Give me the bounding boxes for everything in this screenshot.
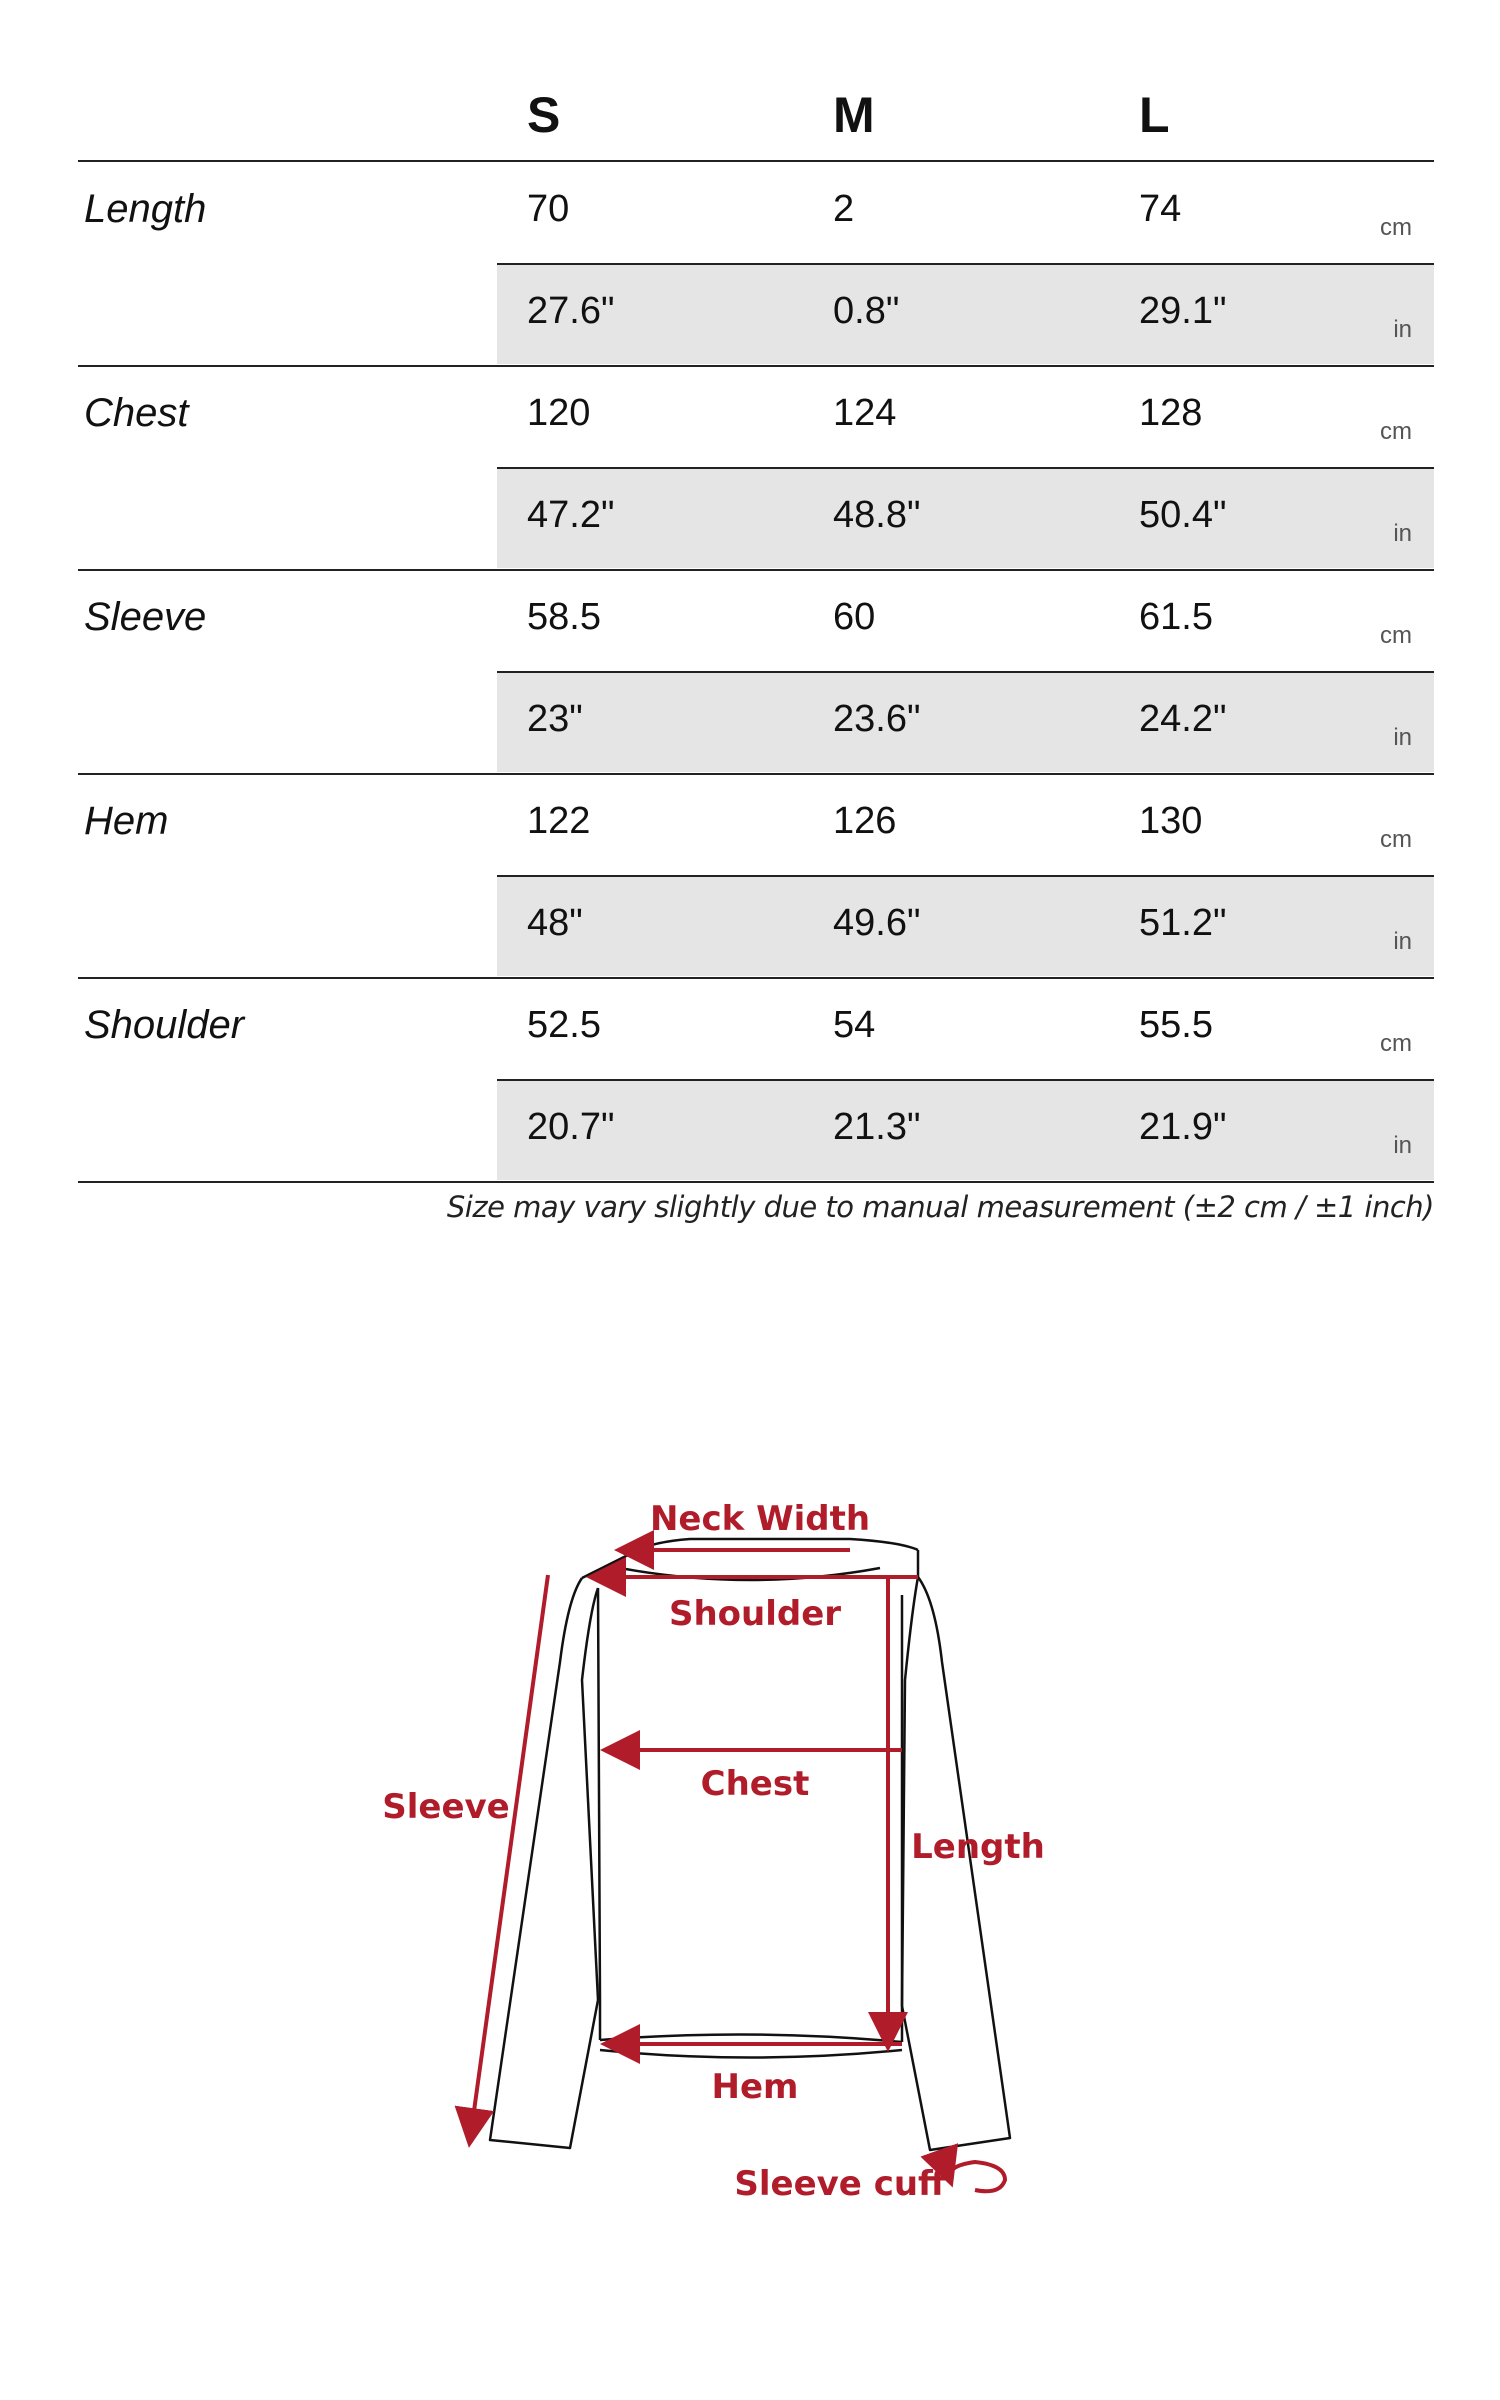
value-cell: 128 xyxy=(1139,392,1203,434)
value-cell: 21.3" xyxy=(833,1106,921,1148)
measurement-note: Size may vary slightly due to manual measurement (±2 cm / ±1 inch) xyxy=(446,1190,1434,1224)
row-divider xyxy=(497,263,1434,265)
value-cell: 20.7" xyxy=(527,1106,615,1148)
cm-row xyxy=(497,162,1434,262)
value-cell: 124 xyxy=(833,392,897,434)
size-header-row xyxy=(78,80,1434,150)
in-row xyxy=(497,1080,1434,1180)
left-sleeve-outer xyxy=(490,1578,598,2148)
value-cell: 49.6" xyxy=(833,902,921,944)
sleeve-cuff-arrow xyxy=(949,2162,1005,2191)
chest-label: Chest xyxy=(700,1764,810,1804)
row-divider xyxy=(497,467,1434,469)
value-cell: 2 xyxy=(833,188,855,230)
value-cell: 120 xyxy=(527,392,591,434)
value-cell: 24.2" xyxy=(1139,698,1227,740)
cm-row xyxy=(497,570,1434,670)
value-cell: 51.2" xyxy=(1139,902,1227,944)
value-cell: 47.2" xyxy=(527,494,615,536)
hem-outline xyxy=(600,2034,902,2042)
cm-row xyxy=(497,978,1434,1078)
hem-label: Hem xyxy=(711,2067,799,2107)
measure-label: Hem xyxy=(84,799,169,843)
value-cell: 130 xyxy=(1139,800,1203,842)
in-row xyxy=(497,672,1434,772)
value-cell: 126 xyxy=(833,800,897,842)
measure-label: Sleeve xyxy=(84,595,207,639)
measure-label: Shoulder xyxy=(84,1003,245,1047)
value-cell: 54 xyxy=(833,1004,876,1046)
unit-label: cm xyxy=(1380,622,1412,649)
value-cell: 29.1" xyxy=(1139,290,1227,332)
right-sleeve-inner xyxy=(902,1577,918,2006)
unit-label: cm xyxy=(1380,826,1412,853)
value-cell: 27.6" xyxy=(527,290,615,332)
value-cell: 58.5 xyxy=(527,596,601,638)
neck-width-label: Neck Width xyxy=(649,1499,871,1539)
in-row xyxy=(497,468,1434,568)
shoulder-label: Shoulder xyxy=(668,1594,842,1634)
value-cell: 23.6" xyxy=(833,698,921,740)
value-cell: 21.9" xyxy=(1139,1106,1227,1148)
value-cell: 55.5 xyxy=(1139,1004,1213,1046)
row-divider xyxy=(497,671,1434,673)
value-cell: 0.8" xyxy=(833,290,900,332)
in-row xyxy=(497,264,1434,364)
unit-label: cm xyxy=(1380,214,1412,241)
sleeve-label: Sleeve xyxy=(382,1787,510,1827)
cm-row xyxy=(497,366,1434,466)
size-header-s: S xyxy=(527,87,561,143)
value-cell: 74 xyxy=(1139,188,1182,230)
unit-label: in xyxy=(1393,724,1412,751)
value-cell: 48.8" xyxy=(833,494,921,536)
unit-label: in xyxy=(1393,928,1412,955)
sleeve-arrow xyxy=(470,1575,548,2140)
row-divider xyxy=(497,875,1434,877)
in-row xyxy=(497,876,1434,976)
value-cell: 52.5 xyxy=(527,1004,601,1046)
value-cell: 48" xyxy=(527,902,583,944)
size-header-m: M xyxy=(833,87,875,143)
hem-bottom xyxy=(600,2050,902,2058)
size-header-l: L xyxy=(1139,87,1170,143)
measure-label: Length xyxy=(84,187,207,231)
garment-measurement-diagram xyxy=(0,1450,1500,2250)
row-divider xyxy=(497,1079,1434,1081)
unit-label: cm xyxy=(1380,418,1412,445)
value-cell: 122 xyxy=(527,800,591,842)
unit-label: in xyxy=(1393,520,1412,547)
left-shoulder xyxy=(582,1553,632,1578)
unit-label: in xyxy=(1393,316,1412,343)
left-body-side xyxy=(598,1588,600,2040)
left-sleeve-inner xyxy=(582,1588,598,2000)
value-cell: 70 xyxy=(527,188,570,230)
unit-label: in xyxy=(1393,1132,1412,1159)
measure-label: Chest xyxy=(84,391,189,435)
value-cell: 50.4" xyxy=(1139,494,1227,536)
group-rule xyxy=(78,1181,1434,1183)
unit-label: cm xyxy=(1380,1030,1412,1057)
sleeve-cuff-label: Sleeve cuff xyxy=(734,2164,946,2204)
value-cell: 23" xyxy=(527,698,583,740)
length-label: Length xyxy=(911,1827,1045,1867)
value-cell: 60 xyxy=(833,596,876,638)
cm-row xyxy=(497,774,1434,874)
value-cell: 61.5 xyxy=(1139,596,1213,638)
